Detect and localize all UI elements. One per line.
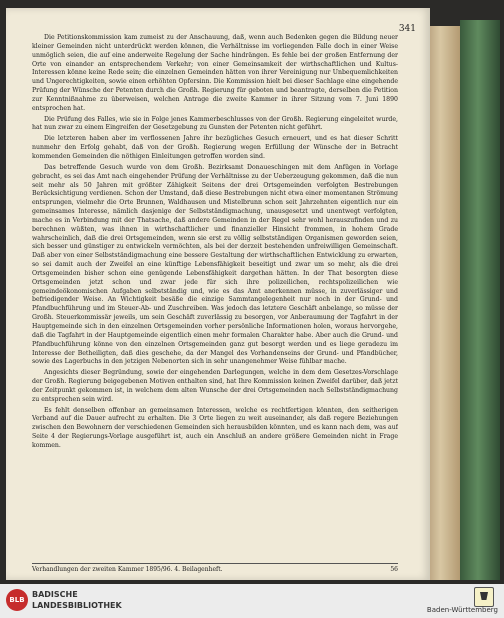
paragraph-3: Die letzteren haben aber im verflossenen Jahre ihr bezügliches Gesuch erneuert, und es hat dieser Schritt nunmehr den Erfolg gehabt, daß von der Großh. Regierung wegen Erfüllung der Wünsche der in Betracht kommenden Gemeinden die nöthigen Einleitungen getroffen worden sind. xyxy=(32,135,398,160)
viewer-footer-bar xyxy=(0,584,504,618)
footer-sheet-number: 56 xyxy=(390,566,398,573)
paragraph-6: Es fehlt denselben offenbar an gemeinsamen Interessen, welche es rechtfertigen könnten, den seitherigen Verband auf die Dauer aufrecht zu erhalten. Die 3 Orte liegen zu weit auseinander, als daß regere Beziehungen zwischen den Bewohnern der verschiedenen Gemeinden sich herausbilden könnten, und es kann nach dem, was auf Seite 4 der Regierungs-Vorlage ausgeführt ist, auch ein Anschluß an andere größere Gemeinden nicht in Frage kommen. xyxy=(32,406,398,449)
library-name-line1: BADISCHE xyxy=(32,590,78,599)
page-number: 341 xyxy=(398,24,416,34)
page-body xyxy=(32,34,398,562)
paragraph-5: Angesichts dieser Begründung, sowie der eingehenden Darlegungen, welche in dem dem Gesetzes-Vorschlage der Großh. Regierung beigegebenen Motiven enthalten sind, hat Ihre Kommission keinen Zweifel darüber, daß jetzt der Zeitpunkt gekommen ist, in welchem dem alten Wunsche der drei Ortsgemeinden nach Selbstständigmachung zu entsprechen sein wird. xyxy=(32,369,398,403)
bw-coat-of-arms-icon xyxy=(474,587,494,607)
library-name xyxy=(32,589,122,611)
book-cover-edge xyxy=(460,20,500,580)
paragraph-4: Das betreffende Gesuch wurde von dem Großh. Bezirksamt Donaueschingen mit dem Anfügen in Vorlage gebracht, es sei das Amt nach eingehender Prüfung der Verhältnisse zu der Ueberzeugung gekommen, daß die nun seit mehr als 50 Jahren mit größter Zähigkeit Seitens der drei Ortsgemeinden verfolgten Bestrebungen Berücksichtigung verdienen. Schon der Umstand, daß diese Bestrebungen nicht etwa einer momentanen Strömung entsprungen, vielmehr die Orte Brunnen, Waldhausen und Mistelbrunn schon seit Jahrzehnten eigentlich nur ein gemeinsames Interesse, nämlich dasjenige der Selbstständigmachung, unausgesetzt und unentwegt verfolgten, mache es in Verbindung mit der Thatsache, daß andere Gemeinden in der Regel sehr wohl herauszufinden und zu berechnen wüßten, was ihnen in wirthschaftlicher und finanzieller Hinsicht frommen, in hohem Grade wahrscheinlich, daß die drei Ortsgemeinden, wenn sie erst zu völlig selbstständigen Organismen geworden seien, sich besser und günstiger zu entwickeln vermöchten, als bei der derzeit bestehenden unfreiwilligen Gemeinschaft. Daß aber von einer Selbstständigmachung eine bessere Gestaltung der wirthschaftlichen Entwicklung zu erwarten, so sei damit auch der Zweifel an eine künftige Lebensfähigkeit beseitigt und zwar um so mehr, als die drei Ortsgemeinden bisher schon eine genügende Lebensfähigkeit dargethan hätten. In der That besorgten diese Ortsgemeinden jetzt schon und zwar jede für sich ihre polizeilichen, rechtspolizeilichen wie gemeindeökonomischen Aufgaben selbstständig und, wie es das Amt anerkennen müsse, in zuverlässiger und befriedigender Weise. An Wichtigkeit besäße die einzige Sammtangelegenheit nur noch in der Grund- und Pfandbuchführung und im Steuer-Ab- und Zuschreiben. Was jedoch das letztere Geschäft anbelange, so müsse der Großh. Steuerkommissär jeweils, um sein Geschäft zuverlässig zu besorgen, vor Anberaumung der Tagfahrt in der Hauptgemeinde sich in den einzelnen Ortsgemeinden vorher persönliche Informationen holen, woraus hervorgehe, daß die Tagfahrt in der Hauptgemeinde eigentlich einen mehr formalen Charakter habe. Aber auch die Grund- und Pfandbuchführung könne von den einzelnen Ortsgemeinden ganz gut besorgt werden und es liege geradezu im Interesse der Betheiligten, daß dies geschehe, da der Mangel des Vorhandenseins der Grund- und Pfandbücher, sowie des Lagerbuchs in den jetzigen Nebenorten sich in sehr unangenehmer Weise fühlbar mache. xyxy=(32,163,398,366)
blb-logo-icon[interactable]: BLB xyxy=(6,589,28,611)
library-name-line2: LANDESBIBLIOTHEK xyxy=(32,601,122,610)
page-footer xyxy=(32,563,398,578)
state-name: Baden-Württemberg xyxy=(426,606,498,614)
book-page xyxy=(6,8,430,580)
paragraph-1: Die Petitionskommission kam zumeist zu der Anschauung, daß, wenn auch Bedenken gegen die Bildung neuer kleiner Gemeinden nicht unterdrückt werden können, die Verhältnisse im vorliegenden Falle doch in einer Weise unmöglich seien, die auf eine anderweite Regelung der Sache hindrängen. Es fehle bei der großen Entfernung der Orte von einander an entsprechendem Verkehr; von einer Gemeinsamkeit der wirthschaftlichen und Kultus-Interessen könne keine Rede sein; die einzelnen Gemeinden hätten von ihrer Vereinigung nur Unbequemlichkeiten und Ungerechtigkeiten, sowie einen erhöhten Opfersinn. Die Kommission hielt bei dieser Sachlage eine eingehende Prüfung der Wünsche der Petenten durch die Großh. Regierung für geboten und beantragte, derselben die Petition zur Kenntnißnahme zu überweisen, welchen Antrage die zweite Kammer in ihrer Sitzung vom 7. Juni 1890 entsprochen hat. xyxy=(32,34,398,112)
page-edges xyxy=(430,26,460,580)
paragraph-2: Die Prüfung des Falles, wie sie in Folge jenes Kammerbeschlusses von der Großh. Regierung eingeleitet wurde, hat nun zwar zu einem Eingreifen der Gesetzgebung zu Gunsten der Petenten nicht geführt. xyxy=(32,115,398,132)
footer-source: Verhandlungen der zweiten Kammer 1895/96. 4. Beilagenheft. xyxy=(32,566,223,573)
